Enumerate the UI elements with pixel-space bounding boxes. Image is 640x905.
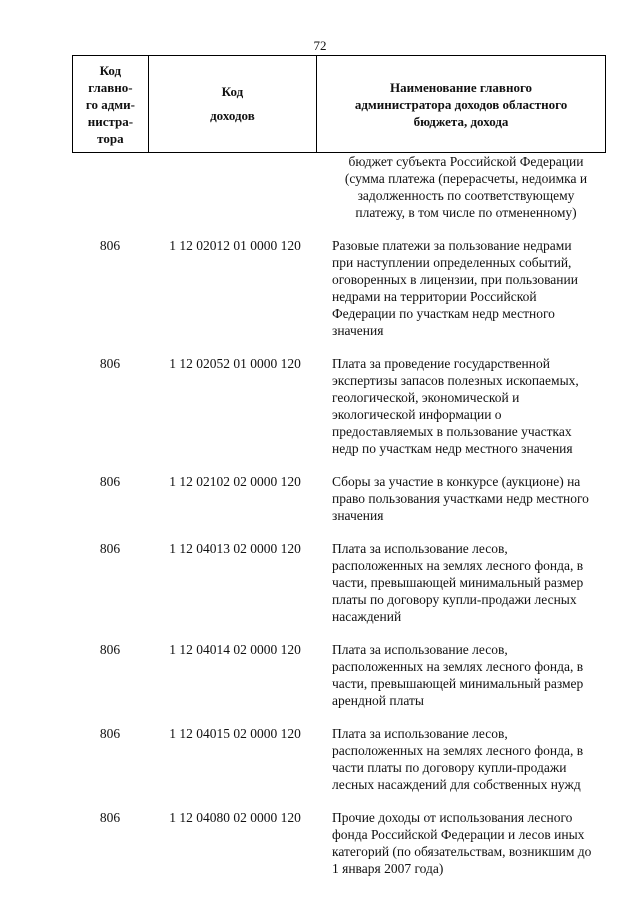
table-row [72, 237, 606, 339]
income-code: 1 12 02052 01 0000 120 [169, 356, 301, 371]
table-header [72, 55, 606, 153]
income-code: 1 12 02012 01 0000 120 [169, 238, 301, 253]
header-admin-code: Код главно- го адми- нистра- тора [73, 56, 149, 153]
page-number: 72 [313, 38, 327, 53]
income-name: Прочие доходы от использования лесного фонда Российской Федерации и лесов иных категорий (по обязательствам, возникшим до 1 января 2007 года) [332, 810, 592, 876]
admin-code: 806 [99, 726, 121, 741]
table-body [72, 153, 606, 877]
header-name: Наименование главного администратора доходов областного бюджета, дохода [317, 56, 606, 153]
income-name: Разовые платежи за пользование недрами при наступлении определенных событий, оговоренных в лицензии, при пользовании недрами на территории Российской Федерации по участкам недр местного значения [332, 238, 578, 338]
header-income-code: Код доходов [148, 56, 316, 153]
income-code: 1 12 04080 02 0000 120 [169, 810, 301, 825]
continuation-text: бюджет субъекта Российской Федерации (сумма платежа (перерасчеты, недоимка и задолженность по соответствующему платежу, в том числе по отмененному) [344, 154, 588, 220]
income-name: Плата за использование лесов, расположенных на землях лесного фонда, в части платы по договору купли-продажи лесных насаждений для собственных нужд [332, 726, 584, 792]
table-row [72, 355, 606, 457]
admin-code: 806 [99, 238, 121, 253]
income-name: Сборы за участие в конкурсе (аукционе) на право пользования участками недр местного значения [332, 474, 589, 523]
table-row [72, 809, 606, 877]
admin-code: 806 [99, 356, 121, 371]
continuation-row [72, 153, 606, 221]
income-name: Плата за использование лесов, расположенных на землях лесного фонда, в части, превышающей минимальный размер арендной платы [332, 642, 584, 708]
income-code: 1 12 04013 02 0000 120 [169, 541, 301, 556]
table-row [72, 641, 606, 709]
income-code: 1 12 04014 02 0000 120 [169, 642, 301, 657]
income-name: Плата за проведение государственной экспертизы запасов полезных ископаемых, геологической, экономической и экологической информации о предоставляемых в пользование участках недр по участкам недр местного значения [332, 356, 579, 456]
table-row [72, 473, 606, 524]
income-code: 1 12 02102 02 0000 120 [169, 474, 301, 489]
admin-code: 806 [99, 642, 121, 657]
admin-code: 806 [99, 474, 121, 489]
table-row [72, 725, 606, 793]
admin-code: 806 [99, 810, 121, 825]
table-row [72, 540, 606, 625]
income-name: Плата за использование лесов, расположенных на землях лесного фонда, в части, превышающей минимальный размер платы по договору купли-продажи лесных насаждений [332, 541, 584, 624]
admin-code: 806 [99, 541, 121, 556]
income-code: 1 12 04015 02 0000 120 [169, 726, 301, 741]
